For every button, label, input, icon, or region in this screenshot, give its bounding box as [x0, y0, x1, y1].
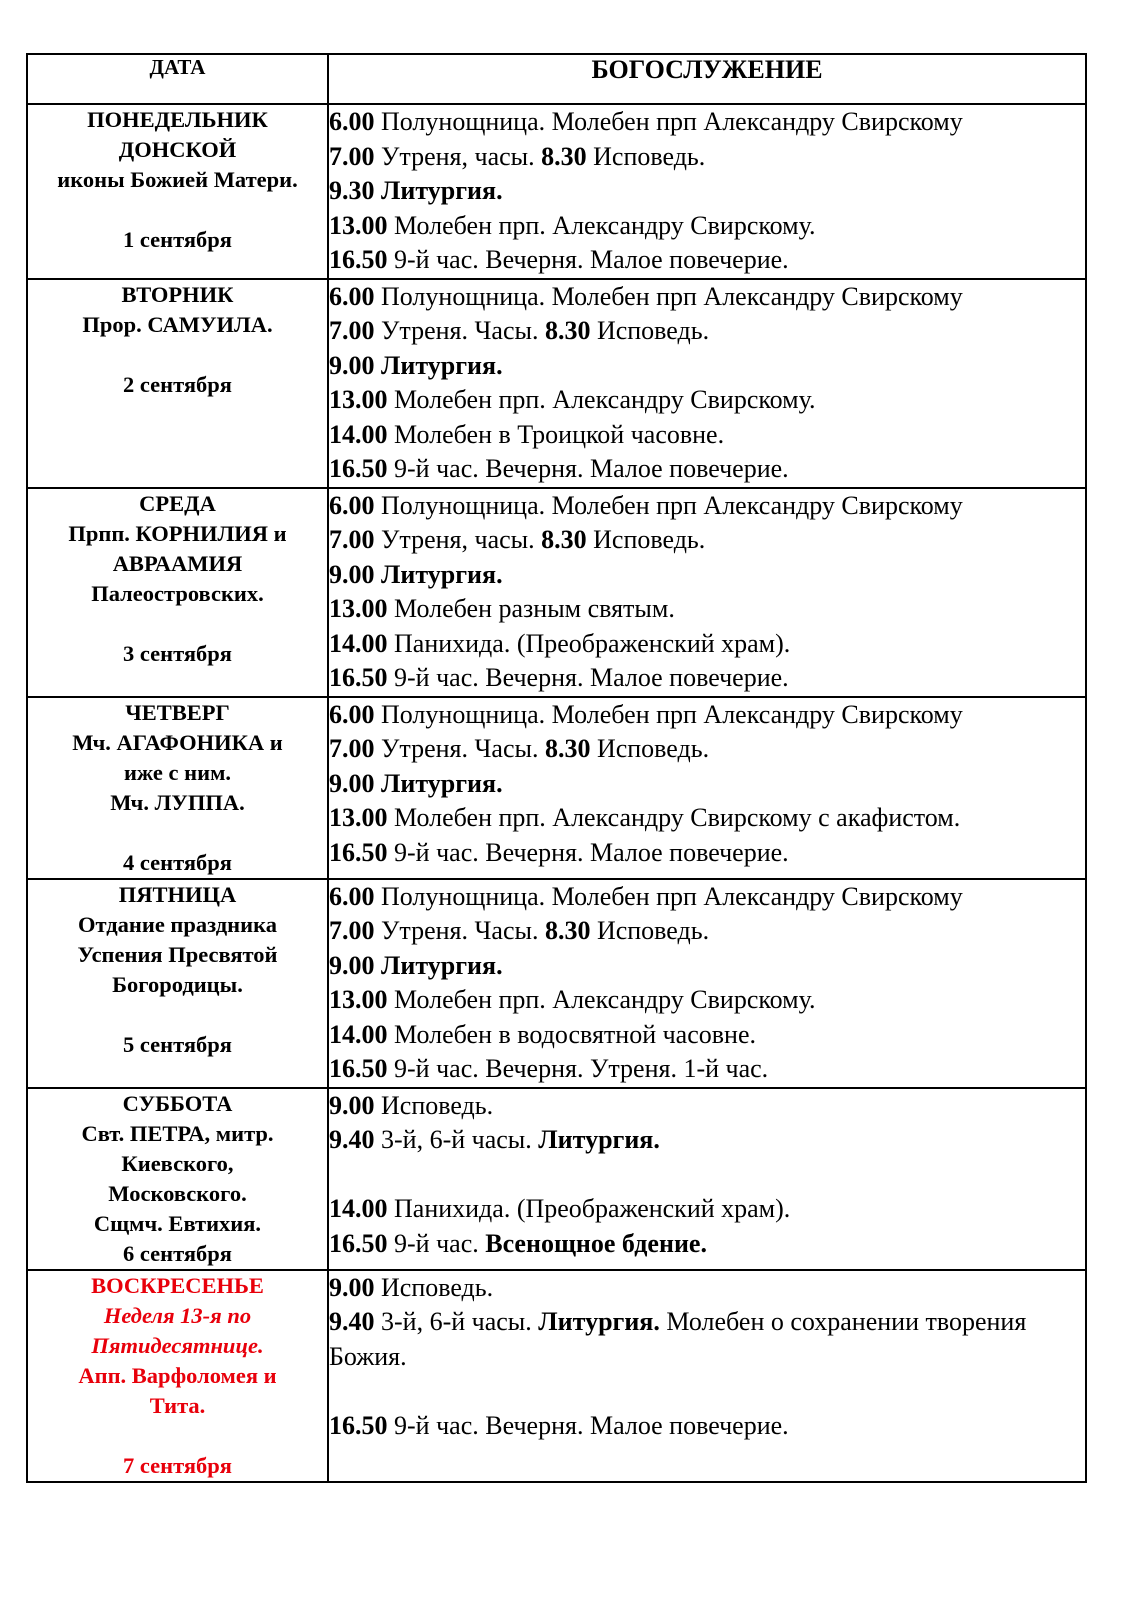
feast-line: Киевского,	[121, 1150, 234, 1176]
service-line	[329, 105, 1085, 140]
service-line	[329, 983, 1085, 1018]
service-line	[329, 140, 1085, 175]
service-time: 13.00	[329, 985, 388, 1014]
service-time: 14.00	[329, 1194, 388, 1223]
service-highlight: Литургия.	[381, 350, 503, 380]
date-day: 7 сентября	[123, 1452, 232, 1478]
service-time: 7.00	[329, 141, 375, 171]
service-highlight: Литургия.	[538, 1307, 660, 1336]
service-time: 9.40	[329, 1125, 375, 1154]
service-highlight: Литургия.	[381, 559, 503, 589]
service-text: Исповедь.	[593, 525, 706, 554]
feast-line: Прпп. КОРНИЛИЯ и	[68, 520, 287, 546]
date-day: 4 сентября	[123, 849, 232, 875]
service-text: 9-й час. Вечерня. Малое повечерие.	[394, 1410, 789, 1440]
weekday-name: ВТОРНИК	[121, 281, 234, 307]
service-line	[329, 1123, 1085, 1158]
service-text: 9-й час. Вечерня. Малое повечерие.	[394, 663, 789, 692]
service-text: Молебен о сохранении творения Божия.	[329, 1307, 1027, 1371]
service-time: 9.40	[329, 1307, 375, 1336]
service-text: Молебен в Троицкой часовне.	[394, 419, 725, 449]
feast-line: Прор. САМУИЛА.	[82, 311, 273, 337]
service-line	[329, 1227, 1085, 1262]
service-text: 9-й час.	[394, 1228, 479, 1258]
feast-line: Тита.	[149, 1392, 206, 1418]
service-text: 9-й час. Вечерня. Малое повечерие.	[394, 245, 789, 274]
weekday-name: СУББОТА	[122, 1090, 233, 1116]
service-time: 14.00	[329, 628, 388, 658]
service-time: 9.00	[329, 350, 375, 380]
service-line	[329, 1018, 1085, 1053]
service-time: 6.00	[329, 490, 375, 520]
service-time: 9.00	[329, 1090, 375, 1120]
service-time: 7.00	[329, 916, 375, 945]
service-time: 16.50	[329, 663, 388, 692]
day-row	[27, 488, 1086, 697]
date-column-header: ДАТА	[27, 54, 328, 104]
service-line	[329, 209, 1085, 244]
service-line	[329, 767, 1085, 802]
service-text: 9-й час. Вечерня. Малое повечерие.	[394, 837, 789, 867]
service-time: 9.00	[329, 950, 375, 980]
services-cell	[328, 879, 1086, 1088]
service-text: Полунощница. Молебен прп Александру Свирскому	[381, 281, 963, 311]
day-row	[27, 279, 1086, 488]
service-line	[329, 523, 1085, 558]
service-line	[329, 1089, 1085, 1124]
date-cell	[27, 697, 328, 879]
service-time: 7.00	[329, 525, 375, 554]
service-line	[329, 592, 1085, 627]
date-day: 1 сентября	[123, 227, 232, 252]
service-line	[329, 1192, 1085, 1227]
feast-line: Отдание праздника	[78, 911, 277, 937]
service-text: Молебен прп. Александру Свирскому.	[394, 385, 816, 414]
service-text: 3-й, 6-й часы.	[381, 1125, 532, 1154]
service-line	[329, 174, 1085, 209]
service-line	[329, 418, 1085, 453]
date-cell	[27, 488, 328, 697]
service-time: 6.00	[329, 881, 375, 911]
feast-line: ДОНСКОЙ	[118, 137, 237, 162]
service-time: 9.00	[329, 559, 375, 589]
date-day: 6 сентября	[123, 1240, 232, 1266]
service-line	[329, 452, 1085, 487]
service-time: 16.50	[329, 454, 388, 483]
feast-line: Палеостровских.	[91, 580, 264, 606]
service-line	[329, 949, 1085, 984]
service-time: 8.30	[541, 525, 587, 554]
service-highlight: Всенощное бдение.	[485, 1228, 707, 1258]
header-row	[27, 54, 1086, 104]
services-cell	[328, 104, 1086, 279]
schedule-table	[26, 53, 1087, 1483]
service-time: 6.00	[329, 107, 375, 136]
service-text: Утреня. Часы.	[381, 316, 539, 345]
service-time: 16.50	[329, 245, 388, 274]
service-highlight: Литургия.	[381, 768, 503, 798]
service-text: Утреня. Часы.	[381, 916, 539, 945]
service-time: 16.50	[329, 837, 388, 867]
service-text: Утреня, часы.	[381, 525, 535, 554]
service-text: Исповедь.	[381, 1272, 494, 1302]
feast-line: Мч. ЛУППА.	[110, 789, 245, 815]
service-line	[329, 627, 1085, 662]
date-spacer	[28, 195, 327, 225]
service-highlight: Литургия.	[381, 176, 503, 205]
services-cell	[328, 1088, 1086, 1270]
date-day: 2 сентября	[123, 371, 232, 397]
weekday-name: ПОНЕДЕЛЬНИК	[87, 107, 268, 132]
service-text: Полунощница. Молебен прп Александру Свирскому	[381, 699, 963, 729]
service-highlight: Литургия.	[538, 1125, 660, 1154]
feast-line: Мч. АГАФОНИКА и	[72, 729, 283, 755]
feast-line: иконы Божией Матери.	[57, 167, 298, 192]
empty-line	[329, 1158, 1085, 1193]
date-day: 3 сентября	[123, 640, 232, 666]
service-text: Молебен прп. Александру Свирскому.	[394, 210, 816, 240]
service-line	[329, 558, 1085, 593]
service-text: Исповедь.	[596, 916, 710, 945]
date-spacer	[28, 1421, 327, 1451]
service-text: 3-й, 6-й часы.	[381, 1307, 532, 1336]
service-time: 6.00	[329, 281, 375, 311]
feast-line: Сщмч. Евтихия.	[93, 1210, 262, 1236]
services-cell	[328, 488, 1086, 697]
feast-line: Пятидесятнице.	[91, 1332, 264, 1358]
service-time: 16.50	[329, 1410, 388, 1440]
day-row	[27, 1270, 1086, 1482]
service-line	[329, 489, 1085, 524]
day-row	[27, 879, 1086, 1088]
service-time: 14.00	[329, 1019, 388, 1049]
service-text: Молебен разным святым.	[394, 594, 675, 623]
service-time: 13.00	[329, 594, 388, 623]
day-row	[27, 697, 1086, 879]
service-text: Панихида. (Преображенский храм).	[394, 628, 791, 658]
day-row	[27, 1088, 1086, 1270]
service-text: Полунощница. Молебен прп Александру Свирскому	[381, 107, 963, 136]
service-time: 14.00	[329, 419, 388, 449]
service-line	[329, 836, 1085, 871]
feast-line: иже с ним.	[123, 759, 232, 785]
service-line	[329, 801, 1085, 836]
weekday-name: ВОСКРЕСЕНЬЕ	[91, 1272, 264, 1298]
service-text: Полунощница. Молебен прп Александру Свирскому	[381, 490, 963, 520]
feast-line: АВРААМИЯ	[112, 550, 243, 576]
service-line	[329, 880, 1085, 915]
service-text: 9-й час. Вечерня. Утреня. 1-й час.	[394, 1054, 769, 1083]
services-cell	[328, 1270, 1086, 1482]
service-time: 7.00	[329, 734, 375, 763]
service-line	[329, 280, 1085, 315]
weekday-name: ЧЕТВЕРГ	[125, 699, 230, 725]
weekday-name: ПЯТНИЦА	[118, 881, 237, 907]
service-line	[329, 1305, 1085, 1374]
feast-line: Успения Пресвятой	[77, 941, 278, 967]
service-text: Исповедь.	[381, 1090, 494, 1120]
date-day: 5 сентября	[123, 1031, 232, 1057]
service-text: Панихида. (Преображенский храм).	[394, 1194, 791, 1223]
service-time: 8.30	[544, 916, 591, 945]
service-column-header: БОГОСЛУЖЕНИЕ	[328, 54, 1086, 104]
feast-line: Свт. ПЕТРА, митр.	[81, 1120, 274, 1146]
service-line	[329, 914, 1085, 949]
service-text: Исповедь.	[596, 316, 710, 345]
service-highlight: Литургия.	[381, 950, 503, 980]
day-row	[27, 104, 1086, 279]
date-cell	[27, 1270, 328, 1482]
service-text: Исповедь.	[593, 141, 706, 171]
service-time: 6.00	[329, 699, 375, 729]
service-text: Утреня. Часы.	[381, 734, 539, 763]
service-line	[329, 1271, 1085, 1306]
service-text: Молебен в водосвятной часовне.	[394, 1019, 756, 1049]
service-text: 9-й час. Вечерня. Малое повечерие.	[394, 454, 789, 483]
service-text: Молебен прп. Александру Свирскому.	[394, 985, 816, 1014]
service-time: 8.30	[544, 734, 591, 763]
service-time: 16.50	[329, 1054, 388, 1083]
weekday-name: СРЕДА	[139, 490, 216, 516]
service-time: 13.00	[329, 385, 388, 414]
service-time: 9.00	[329, 1272, 375, 1302]
service-text: Полунощница. Молебен прп Александру Свирскому	[381, 881, 963, 911]
service-line	[329, 732, 1085, 767]
service-time: 9.00	[329, 768, 375, 798]
feast-line: Московского.	[108, 1180, 247, 1206]
service-text: Молебен прп. Александру Свирскому с акафистом.	[394, 803, 961, 832]
feast-line: Апп. Варфоломея и	[78, 1362, 277, 1388]
service-line	[329, 1052, 1085, 1087]
service-line	[329, 1409, 1085, 1444]
service-time: 7.00	[329, 316, 375, 345]
service-line	[329, 698, 1085, 733]
service-time: 8.30	[541, 141, 587, 171]
feast-line: Богородицы.	[112, 971, 243, 997]
date-cell	[27, 104, 328, 279]
service-line	[329, 349, 1085, 384]
service-time: 16.50	[329, 1228, 388, 1258]
service-time: 8.30	[544, 316, 591, 345]
services-cell	[328, 697, 1086, 879]
service-time: 13.00	[329, 803, 388, 832]
service-line	[329, 383, 1085, 418]
date-cell	[27, 1088, 328, 1270]
services-cell	[328, 279, 1086, 488]
service-text: Утреня, часы.	[381, 141, 535, 171]
service-time: 9.30	[329, 176, 375, 205]
date-spacer	[28, 1000, 327, 1030]
service-line	[329, 314, 1085, 349]
date-cell	[27, 279, 328, 488]
service-text: Исповедь.	[596, 734, 710, 763]
empty-line	[329, 1374, 1085, 1409]
service-time: 13.00	[329, 210, 388, 240]
date-spacer	[28, 818, 327, 848]
feast-line: Неделя 13-я по	[103, 1302, 252, 1328]
date-spacer	[28, 609, 327, 639]
service-line	[329, 661, 1085, 696]
service-line	[329, 243, 1085, 278]
date-spacer	[28, 340, 327, 370]
date-cell	[27, 879, 328, 1088]
